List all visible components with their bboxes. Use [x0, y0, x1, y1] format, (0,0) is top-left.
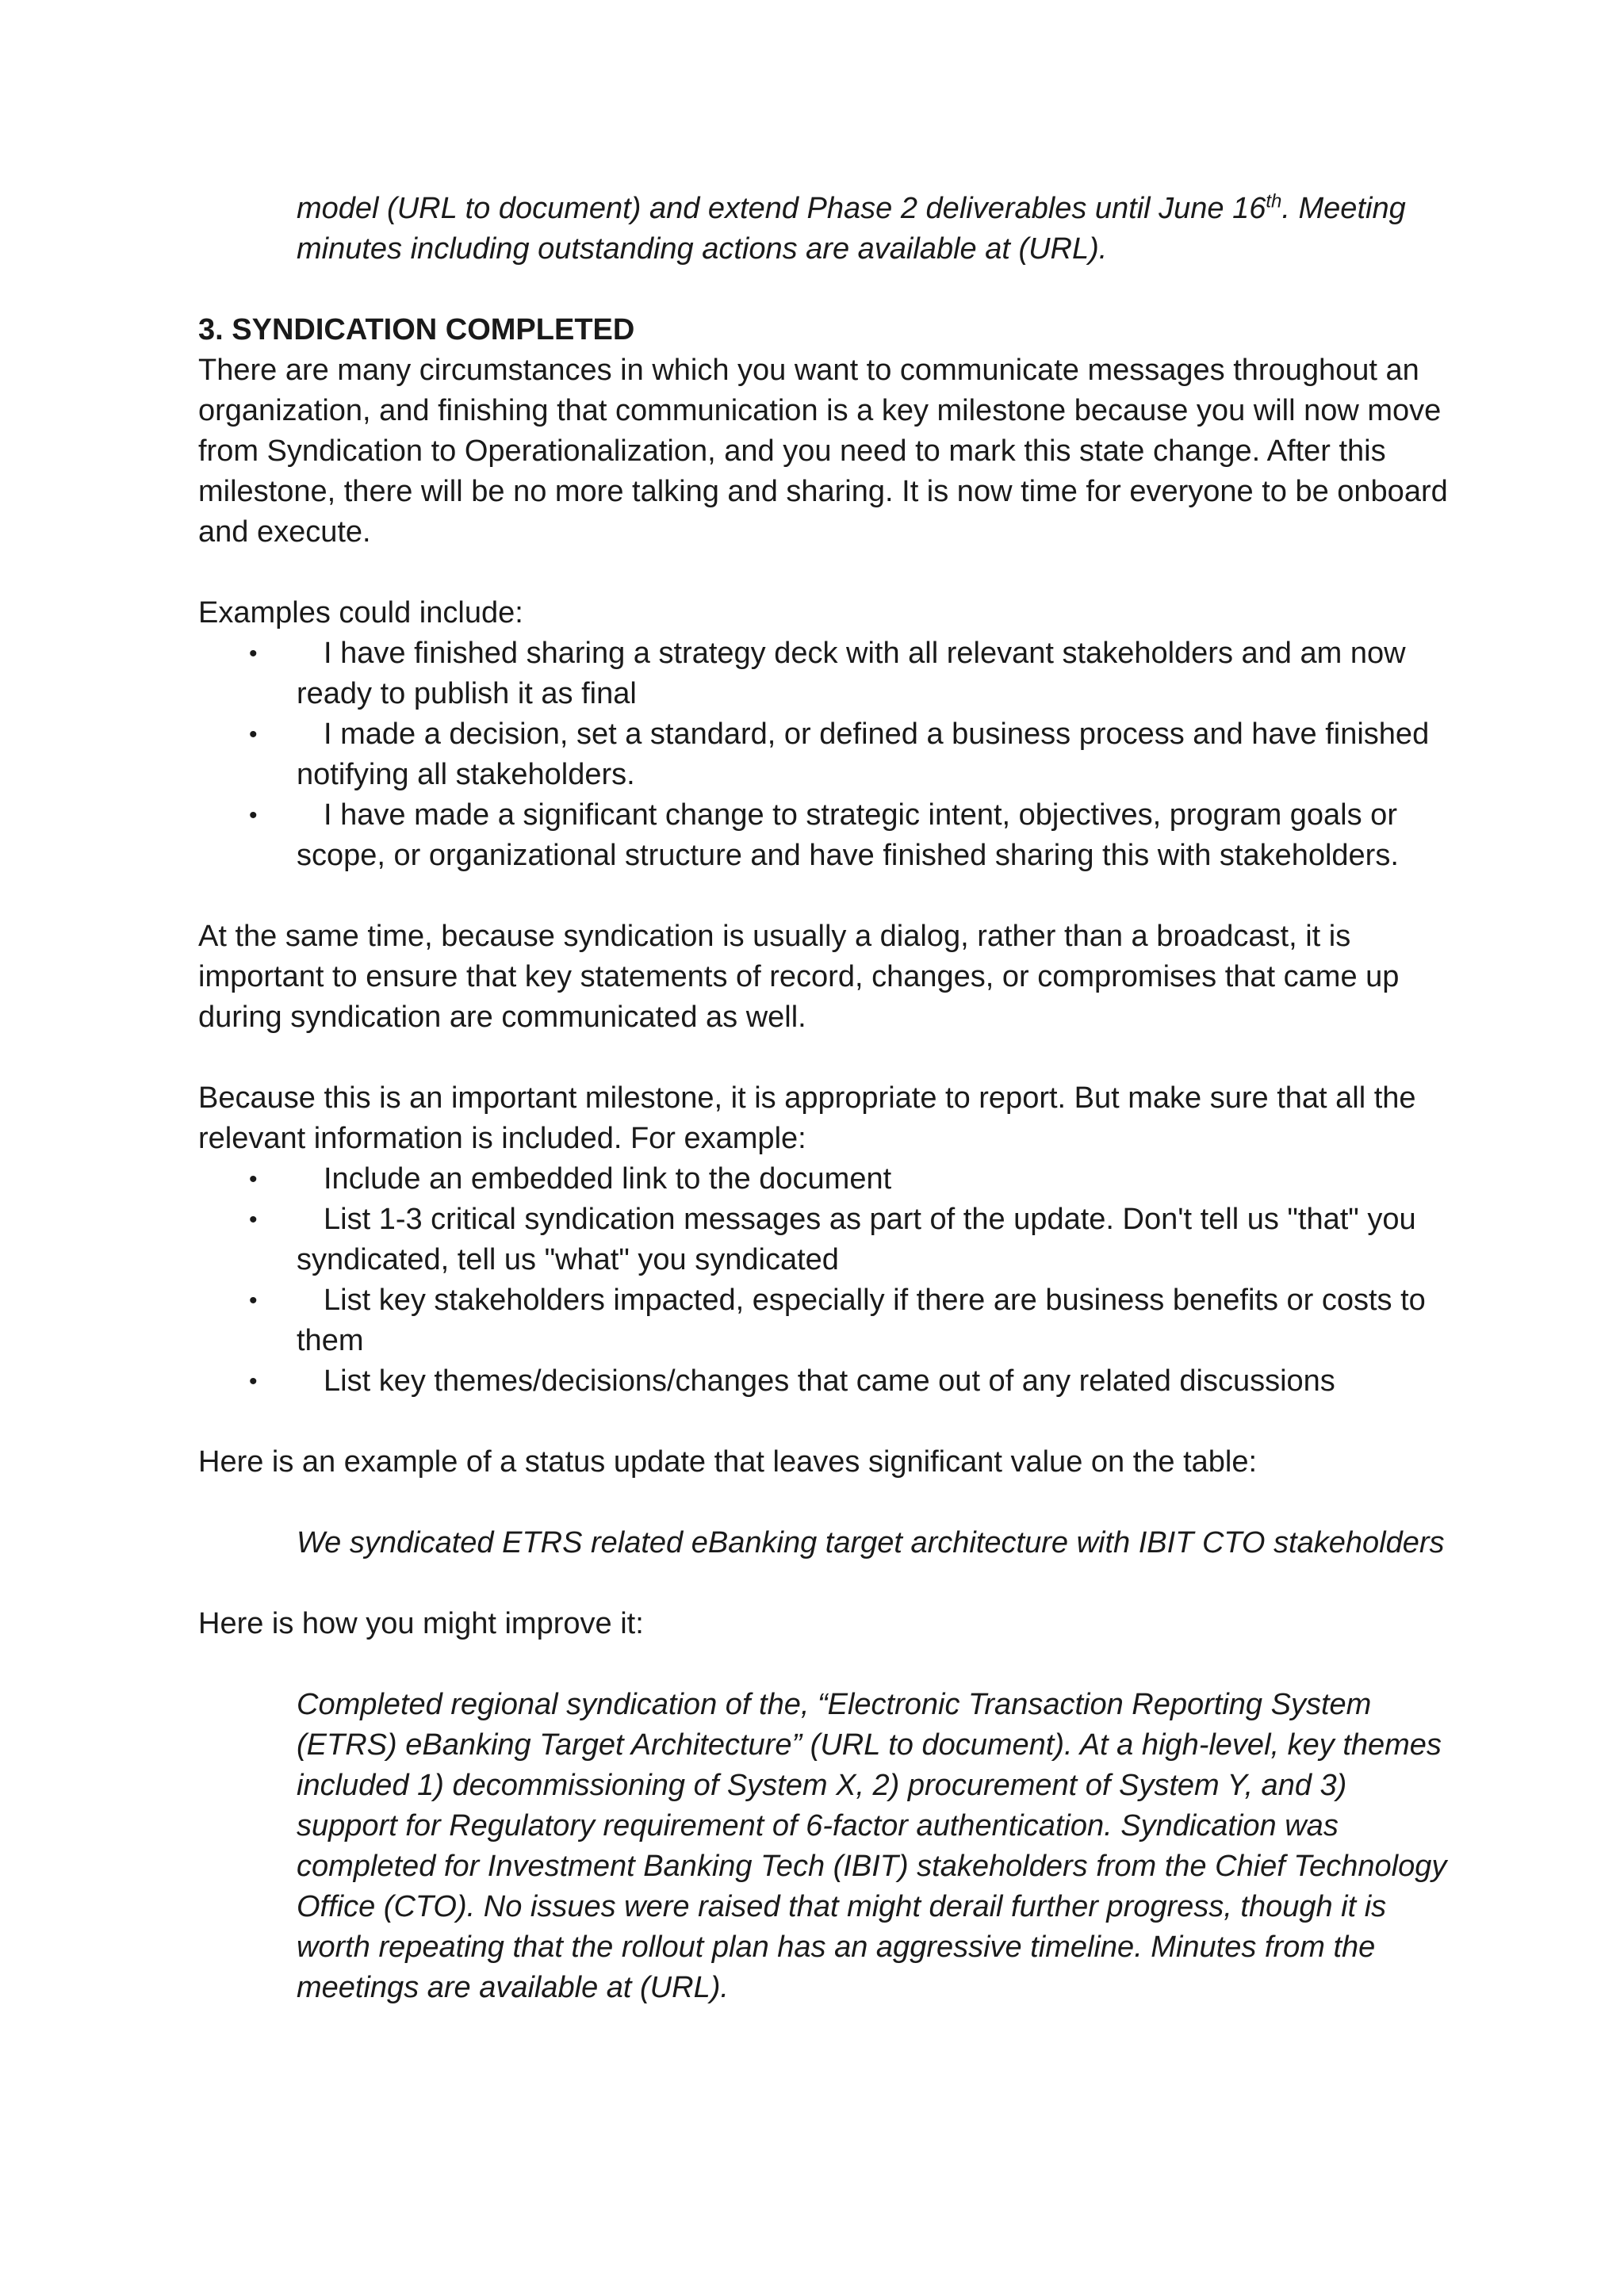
section-paragraph-3: Because this is an important milestone, it is appropriate to report. But make sure that all the relevant information is included. For example: [198, 1081, 1416, 1155]
list-item [198, 714, 1451, 795]
bullet-icon: • [249, 1368, 258, 1395]
intro-line1-tail: . Meeting [1281, 192, 1406, 225]
bullet-icon: • [249, 1166, 258, 1192]
bullet-icon: • [249, 721, 258, 748]
list-item-text: List key stakeholders impacted, especially if there are business benefits or costs to them [297, 1284, 1426, 1357]
good-example-quote: Completed regional syndication of the, “Electronic Transaction Reporting System (ETRS) eBanking Target Architecture” (URL to document). At a high-level, key themes included 1) decommissioning of System X, 2) procurement of System Y, and 3) support for Regulatory requirement of 6-factor authentication. Syndication was completed for Investment Banking Tech (IBIT) stakeholders from the Chief Technology Office (CTO). No issues were raised that might derail further progress, though it is worth repeating that the rollout plan has an aggressive timeline. Minutes from the meetings are available at (URL). [297, 1688, 1447, 2004]
document-page [198, 189, 1451, 2008]
bullet-icon: • [249, 1288, 258, 1314]
section-heading: 3. SYNDICATION COMPLETED [198, 313, 635, 346]
list-item-text: List 1-3 critical syndication messages as part of the update. Don't tell us "that" you syndicated, tell us "what" you syndicated [297, 1203, 1416, 1276]
intro-line1-text: model (URL to document) and extend Phase 2 deliverables until June 16 [297, 192, 1266, 225]
intro-line1-superscript: th [1266, 190, 1282, 212]
list-item [198, 795, 1451, 876]
improve-intro: Here is how you might improve it: [198, 1607, 644, 1640]
bullet-icon: • [249, 802, 258, 828]
list-item [198, 633, 1451, 714]
bad-example-quote: We syndicated ETRS related eBanking target architecture with IBIT CTO stakeholders [297, 1526, 1445, 1559]
list-item [198, 1159, 1451, 1200]
list-item-text: I made a decision, set a standard, or defined a business process and have finished notifying all stakeholders. [297, 718, 1430, 791]
list-item [198, 1361, 1451, 1402]
section-paragraph-1: There are many circumstances in which you want to communicate messages throughout an organization, and finishing that communication is a key milestone because you will now move from Syndication to Operationalization, and you need to mark this state change. After this milestone, there will be no more talking and sharing. It is now time for everyone to be onboard and execute. [198, 354, 1448, 549]
intro-line2-text: minutes including outstanding actions are available at (URL). [297, 232, 1108, 266]
list-item-text: Include an embedded link to the document [324, 1162, 892, 1196]
list-item [198, 1200, 1451, 1280]
list-item [198, 1280, 1451, 1361]
bullet-icon: • [249, 1207, 258, 1233]
examples-list [198, 633, 1451, 876]
intro-continuation [198, 189, 1451, 270]
bad-example-intro: Here is an example of a status update that leaves significant value on the table: [198, 1445, 1258, 1479]
bullet-icon: • [249, 641, 258, 667]
list-item-text: I have made a significant change to strategic intent, objectives, program goals or scope, or organizational structure and have finished sharing this with stakeholders. [297, 798, 1399, 872]
section-paragraph-2: At the same time, because syndication is usually a dialog, rather than a broadcast, it is important to ensure that key statements of record, changes, or compromises that came up during syndication are communicated as well. [198, 920, 1400, 1034]
examples-intro: Examples could include: [198, 596, 523, 629]
list-item-text: I have finished sharing a strategy deck with all relevant stakeholders and am now ready to publish it as final [297, 637, 1406, 710]
list-item-text: List key themes/decisions/changes that came out of any related discussions [324, 1364, 1335, 1398]
checklist [198, 1159, 1451, 1402]
